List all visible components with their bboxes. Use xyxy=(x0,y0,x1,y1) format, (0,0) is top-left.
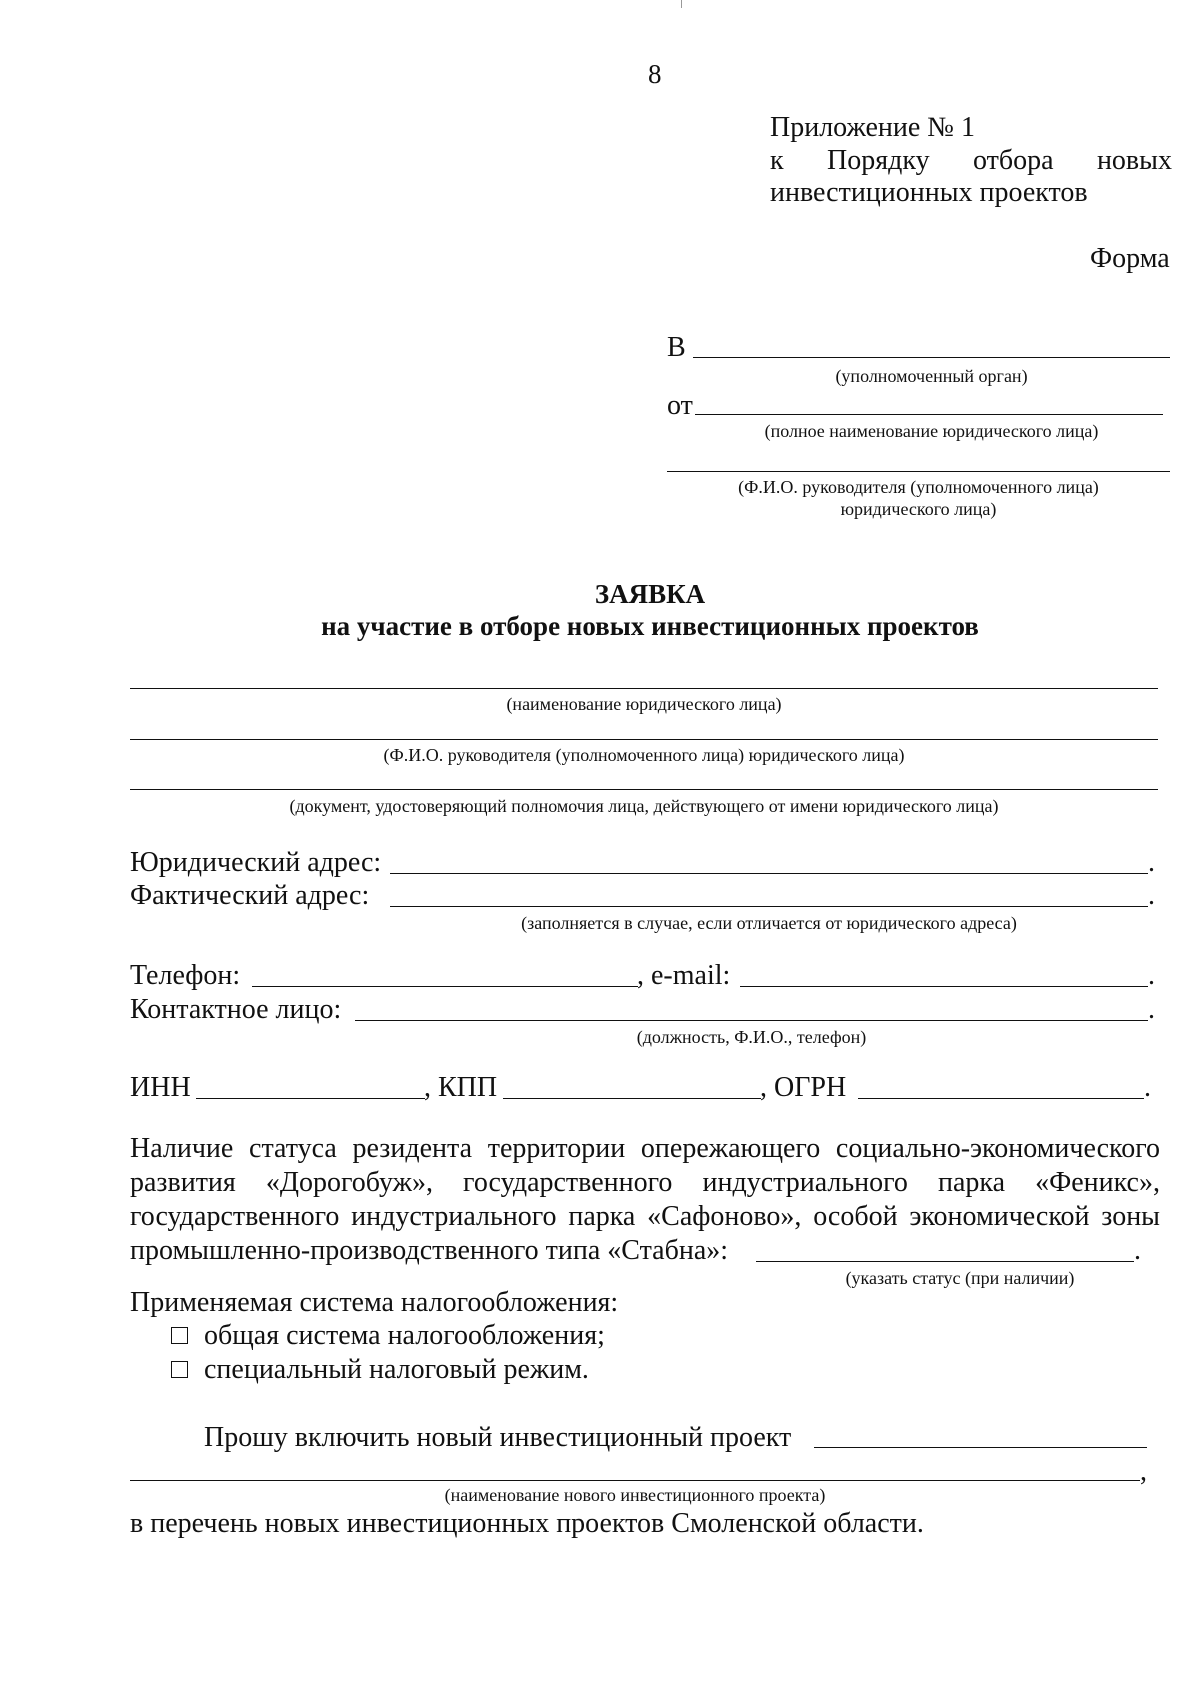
from-prefix: от xyxy=(667,390,693,421)
actual-address-label: Фактический адрес: xyxy=(130,880,370,911)
request-comma: , xyxy=(1140,1456,1147,1487)
from-blank-line[interactable] xyxy=(695,414,1163,415)
request-line-3: в перечень новых инвестиционных проектов Смоленской области. xyxy=(130,1508,924,1539)
contact-label: Контактное лицо: xyxy=(130,994,342,1025)
request-line-1: Прошу включить новый инвестиционный проект xyxy=(204,1422,792,1453)
appendix-line-2 xyxy=(770,145,1172,177)
inn-label: ИНН xyxy=(130,1072,191,1103)
page-number: 8 xyxy=(648,59,662,89)
authority-document-caption: (документ, удостоверяющий полномочия лица, действующего от имени юридического лица) xyxy=(289,796,999,816)
resident-line-2: развития «Дорогобуж», государственного индустриального парка «Феникс», xyxy=(130,1167,1160,1198)
resident-period: . xyxy=(1134,1235,1141,1266)
appendix-word: новых xyxy=(1096,145,1172,176)
phone-line[interactable] xyxy=(252,986,638,987)
general-tax-checkbox[interactable] xyxy=(171,1327,188,1344)
actual-address-caption: (заполняется в случае, если отличается от юридического адреса) xyxy=(521,913,1017,933)
kpp-label: , КПП xyxy=(424,1072,498,1103)
contact-period: . xyxy=(1148,994,1155,1025)
project-name-line-2[interactable] xyxy=(130,1480,1140,1481)
appendix-word: отбора xyxy=(972,145,1054,176)
actual-address-line[interactable] xyxy=(390,906,1148,907)
entity-name-caption: (наименование юридического лица) xyxy=(506,694,782,714)
phone-label: Телефон: xyxy=(130,960,241,991)
special-tax-checkbox[interactable] xyxy=(171,1361,188,1378)
appendix-word: к xyxy=(770,145,784,176)
page-title: ЗАЯВКА xyxy=(594,579,706,609)
legal-address-label: Юридический адрес: xyxy=(130,847,382,878)
resident-line-3: государственного индустриального парка «Сафоново», особой экономической зоны xyxy=(130,1201,1160,1232)
head-caption-2: юридического лица) xyxy=(840,499,997,519)
contact-line[interactable] xyxy=(355,1020,1148,1021)
to-prefix: В xyxy=(667,332,686,363)
appendix-line-1: Приложение № 1 xyxy=(770,112,975,143)
to-caption: (уполномоченный орган) xyxy=(835,366,1028,386)
kpp-line[interactable] xyxy=(503,1098,761,1099)
project-name-line-1[interactable] xyxy=(814,1447,1147,1448)
tax-system-label: Применяемая система налогообложения: xyxy=(130,1287,619,1318)
resident-line-4: промышленно-производственного типа «Стабна»: xyxy=(130,1235,729,1266)
legal-address-line[interactable] xyxy=(390,873,1148,874)
authority-document-line[interactable] xyxy=(130,789,1158,790)
email-period: . xyxy=(1148,960,1155,991)
legal-address-period: . xyxy=(1148,847,1155,878)
ogrn-period: . xyxy=(1144,1072,1151,1103)
ogrn-label: , ОГРН xyxy=(760,1072,847,1103)
email-label: , e-mail: xyxy=(637,960,731,991)
scan-artifact xyxy=(681,0,682,8)
resident-status-line[interactable] xyxy=(756,1261,1134,1262)
head-name-line[interactable] xyxy=(130,739,1158,740)
appendix-word: Порядку xyxy=(827,145,930,176)
ogrn-line[interactable] xyxy=(858,1098,1144,1099)
resident-status-caption: (указать статус (при наличии) xyxy=(845,1268,1075,1288)
actual-address-period: . xyxy=(1148,880,1155,911)
from-caption: (полное наименование юридического лица) xyxy=(764,421,1099,441)
resident-line-1: Наличие статуса резидента территории опережающего социально-экономического xyxy=(130,1133,1160,1164)
special-tax-option: специальный налоговый режим. xyxy=(204,1354,589,1385)
general-tax-option: общая система налогообложения; xyxy=(204,1320,605,1351)
head-caption-1: (Ф.И.О. руководителя (уполномоченного лица) xyxy=(738,477,1099,497)
email-line[interactable] xyxy=(740,986,1148,987)
entity-name-line[interactable] xyxy=(130,688,1158,689)
head-name-caption: (Ф.И.О. руководителя (уполномоченного лица) юридического лица) xyxy=(383,745,905,765)
inn-line[interactable] xyxy=(196,1098,425,1099)
form-label: Форма xyxy=(1090,243,1170,274)
project-name-caption: (наименование нового инвестиционного проекта) xyxy=(444,1485,826,1505)
head-blank-line[interactable] xyxy=(667,471,1170,472)
contact-caption: (должность, Ф.И.О., телефон) xyxy=(636,1027,867,1047)
page-subtitle: на участие в отборе новых инвестиционных проектов xyxy=(321,611,979,641)
appendix-line-3: инвестиционных проектов xyxy=(770,177,1088,208)
to-blank-line[interactable] xyxy=(693,357,1170,358)
